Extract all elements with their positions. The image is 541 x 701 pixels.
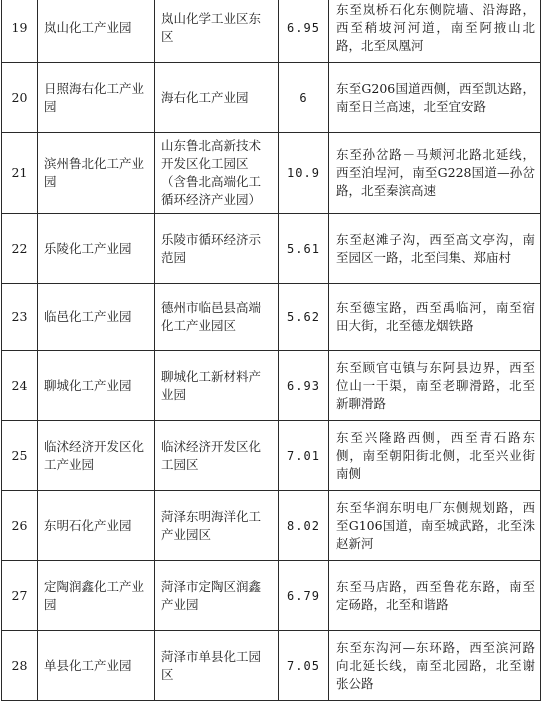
zone-name: 海右化工产业园 [155, 63, 279, 133]
boundary-text: 东至德宝路，西至禹临河，南至宿田大街，北至德龙烟铁路 [329, 284, 541, 351]
table-row [2, 63, 541, 133]
park-name: 单县化工产业园 [38, 631, 155, 701]
area-value: 6.93 [279, 351, 329, 421]
row-number: 25 [2, 421, 38, 491]
row-number: 20 [2, 63, 38, 133]
table-row [2, 421, 541, 491]
table-row [2, 0, 541, 63]
area-value: 5.61 [279, 214, 329, 284]
park-name: 东明石化产业园 [38, 491, 155, 561]
area-value: 6.79 [279, 561, 329, 631]
table-row [2, 561, 541, 631]
row-number: 21 [2, 133, 38, 214]
park-name: 乐陵化工产业园 [38, 214, 155, 284]
boundary-text: 东至东沟河—东环路，西至滨河路向北延长线，南至北园路，北至谢张公路 [329, 631, 541, 701]
boundary-text: 东至赵滩子沟，西至高文亭沟，南至园区一路，北至闫集、郑庙村 [329, 214, 541, 284]
table-row [2, 351, 541, 421]
boundary-text: 东至华润东明电厂东侧规划路，西至G106国道，南至城武路，北至洙赵新河 [329, 491, 541, 561]
area-value: 8.02 [279, 491, 329, 561]
area-value: 10.9 [279, 133, 329, 214]
row-number: 23 [2, 284, 38, 351]
zone-name: 岚山化学工业区东区 [155, 0, 279, 63]
park-name: 临沭经济开发区化工产业园 [38, 421, 155, 491]
row-number: 28 [2, 631, 38, 701]
park-name: 聊城化工产业园 [38, 351, 155, 421]
zone-name: 山东鲁北高新技术开发区化工园区（含鲁北高端化工循环经济产业园） [155, 133, 279, 214]
area-value: 6.95 [279, 0, 329, 63]
area-value: 7.01 [279, 421, 329, 491]
row-number: 22 [2, 214, 38, 284]
zone-name: 临沭经济开发区化工园区 [155, 421, 279, 491]
park-name: 日照海右化工产业园 [38, 63, 155, 133]
park-name: 临邑化工产业园 [38, 284, 155, 351]
zone-name: 聊城化工新材料产业园 [155, 351, 279, 421]
row-number: 24 [2, 351, 38, 421]
boundary-text: 东至G206国道西侧，西至凯达路，南至日兰高速，北至宜安路 [329, 63, 541, 133]
table-row [2, 491, 541, 561]
boundary-text: 东至顾官屯镇与东阿县边界，西至位山一干渠，南至老聊滑路，北至新聊滑路 [329, 351, 541, 421]
park-name: 岚山化工产业园 [38, 0, 155, 63]
boundary-text: 东至马店路，西至鲁花东路，南至定砀路，北至和谐路 [329, 561, 541, 631]
table-row [2, 284, 541, 351]
zone-name: 德州市临邑县高端化工产业园区 [155, 284, 279, 351]
chemical-park-table [1, 0, 541, 701]
park-name: 定陶润鑫化工产业园 [38, 561, 155, 631]
zone-name: 菏泽市单县化工园区 [155, 631, 279, 701]
row-number: 27 [2, 561, 38, 631]
area-value: 6 [279, 63, 329, 133]
table-row [2, 631, 541, 701]
row-number: 26 [2, 491, 38, 561]
area-value: 5.62 [279, 284, 329, 351]
park-name: 滨州鲁北化工产业园 [38, 133, 155, 214]
table-row [2, 133, 541, 214]
boundary-text: 东至兴隆路西侧，西至青石路东侧，南至朝阳街北侧，北至兴业街南侧 [329, 421, 541, 491]
boundary-text: 东至孙岔路－马颊河北路北延线，西至泊埕河，南至G228国道—孙岔路，北至秦滨高速 [329, 133, 541, 214]
area-value: 7.05 [279, 631, 329, 701]
boundary-text: 东至岚桥石化东侧院墙、沿海路，西至稍坡河河道，南至阿掖山北路，北至凤凰河 [329, 0, 541, 63]
table-row [2, 214, 541, 284]
row-number: 19 [2, 0, 38, 63]
zone-name: 乐陵市循环经济示范园 [155, 214, 279, 284]
zone-name: 菏泽市定陶区润鑫产业园 [155, 561, 279, 631]
zone-name: 菏泽东明海洋化工产业园区 [155, 491, 279, 561]
